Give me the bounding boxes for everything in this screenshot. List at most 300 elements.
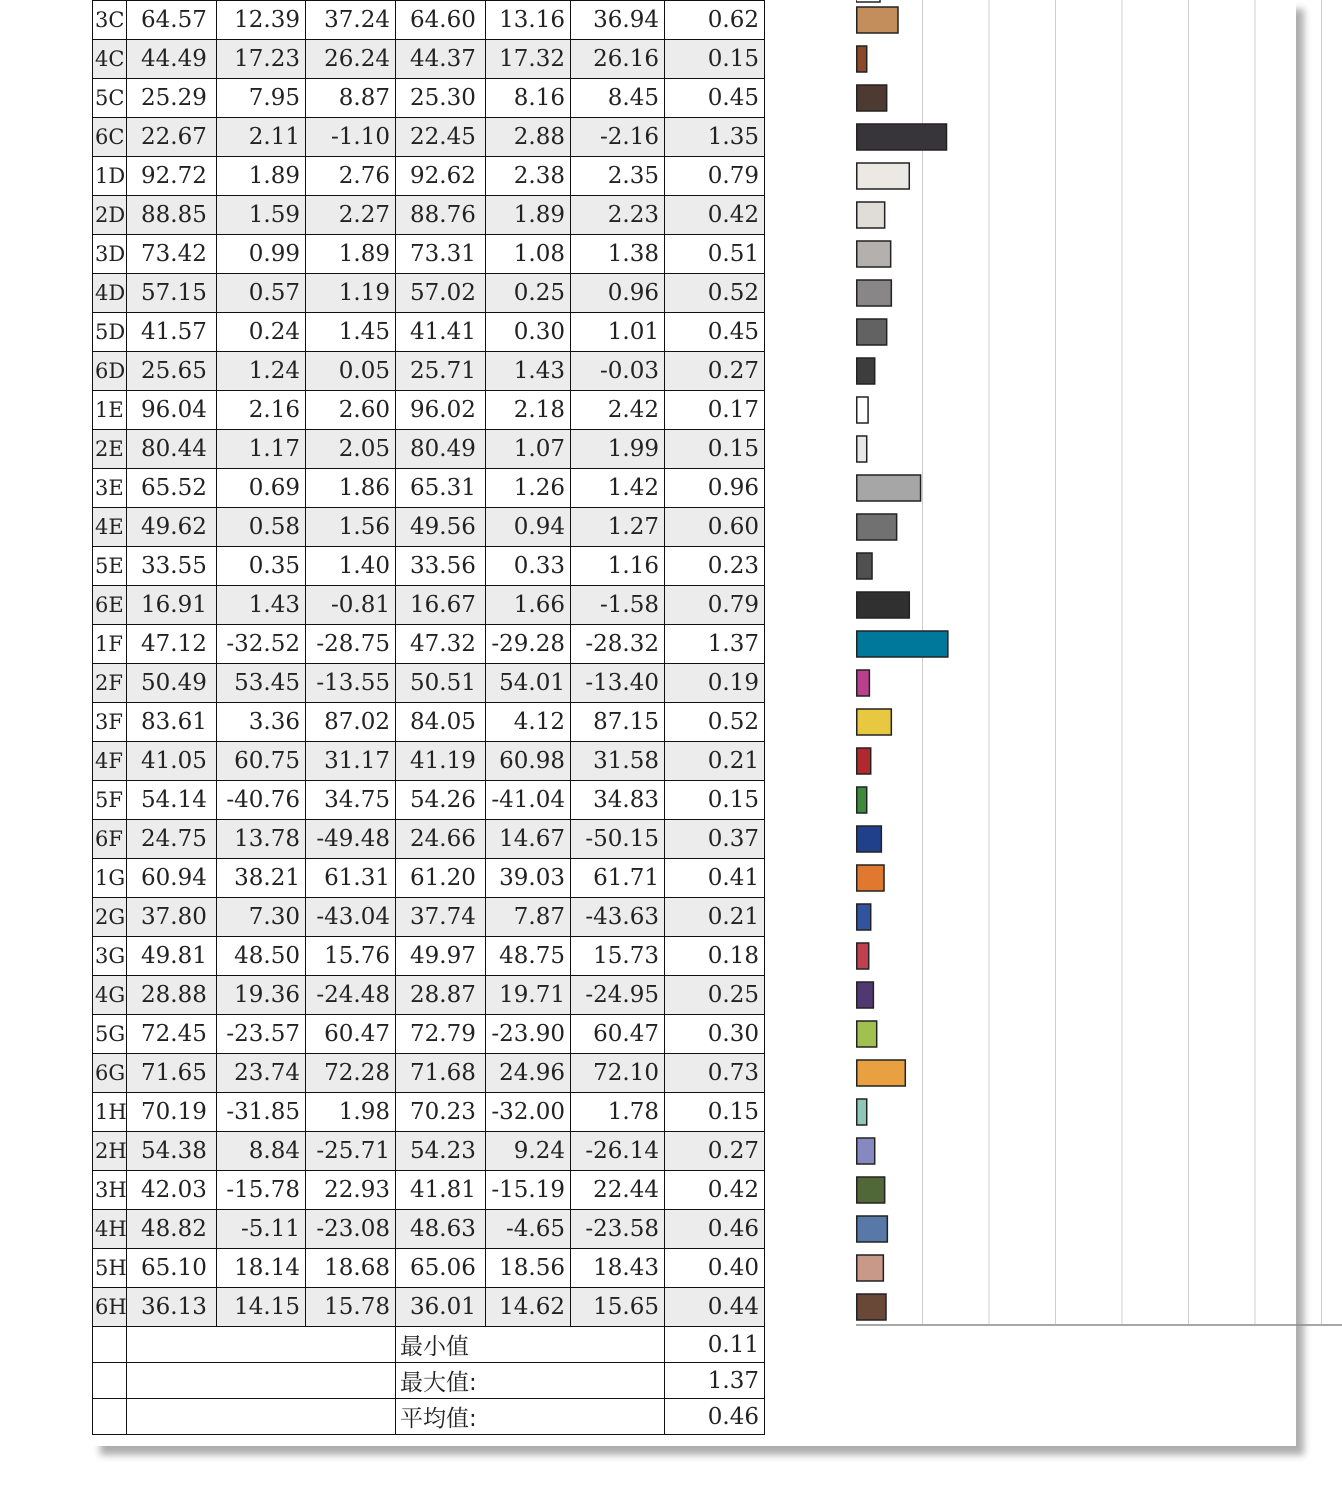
- meas-a-cell: 17.32: [486, 40, 571, 79]
- patch-id-cell: 6E: [93, 586, 127, 625]
- delta-e-cell: 0.27: [665, 1132, 765, 1171]
- bar-3H: [857, 1177, 885, 1203]
- meas-a-cell: 14.62: [486, 1288, 571, 1327]
- meas-l-cell: 28.87: [396, 976, 486, 1015]
- meas-b-cell: 60.47: [571, 1015, 665, 1054]
- meas-l-cell: 54.23: [396, 1132, 486, 1171]
- patch-id-cell: 6D: [93, 352, 127, 391]
- meas-a-cell: -32.00: [486, 1093, 571, 1132]
- table-row: [93, 664, 765, 703]
- meas-a-cell: 19.71: [486, 976, 571, 1015]
- meas-a-cell: 13.16: [486, 1, 571, 40]
- meas-a-cell: 24.96: [486, 1054, 571, 1093]
- meas-b-cell: 2.42: [571, 391, 665, 430]
- ref-b-cell: 15.78: [306, 1288, 396, 1327]
- table-row: [93, 781, 765, 820]
- meas-l-cell: 24.66: [396, 820, 486, 859]
- table-row: [93, 1, 765, 40]
- meas-b-cell: 1.16: [571, 547, 665, 586]
- meas-a-cell: 1.26: [486, 469, 571, 508]
- ref-a-cell: 17.23: [217, 40, 306, 79]
- meas-a-cell: 2.18: [486, 391, 571, 430]
- delta-e-cell: 0.19: [665, 664, 765, 703]
- summary-row: [93, 1363, 765, 1399]
- meas-b-cell: 72.10: [571, 1054, 665, 1093]
- patch-id-cell: 5H: [93, 1249, 127, 1288]
- meas-l-cell: 47.32: [396, 625, 486, 664]
- ref-l-cell: 64.57: [127, 1, 217, 40]
- table-row: [93, 1288, 765, 1327]
- bar-4E: [857, 514, 897, 540]
- ref-l-cell: 28.88: [127, 976, 217, 1015]
- patch-id-cell: 6F: [93, 820, 127, 859]
- ref-a-cell: -31.85: [217, 1093, 306, 1132]
- meas-b-cell: -26.14: [571, 1132, 665, 1171]
- patch-id-cell: 4E: [93, 508, 127, 547]
- patch-id-cell: 5E: [93, 547, 127, 586]
- spreadsheet-sheet: [92, 0, 1296, 1446]
- ref-a-cell: 0.35: [217, 547, 306, 586]
- ref-b-cell: 72.28: [306, 1054, 396, 1093]
- delta-e-cell: 0.15: [665, 1093, 765, 1132]
- ref-a-cell: 14.15: [217, 1288, 306, 1327]
- meas-a-cell: 39.03: [486, 859, 571, 898]
- summary-empty-cell: [93, 1399, 127, 1435]
- meas-a-cell: 1.89: [486, 196, 571, 235]
- summary-row: [93, 1327, 765, 1363]
- summary-value: 0.11: [665, 1327, 765, 1363]
- meas-b-cell: -28.32: [571, 625, 665, 664]
- ref-b-cell: -13.55: [306, 664, 396, 703]
- bar-6G: [857, 1060, 906, 1086]
- delta-e-cell: 0.21: [665, 898, 765, 937]
- meas-a-cell: 1.07: [486, 430, 571, 469]
- bar-6F: [857, 826, 882, 852]
- ref-a-cell: 1.24: [217, 352, 306, 391]
- ref-b-cell: 2.27: [306, 196, 396, 235]
- patch-id-cell: 3C: [93, 1, 127, 40]
- ref-l-cell: 49.62: [127, 508, 217, 547]
- meas-b-cell: 87.15: [571, 703, 665, 742]
- meas-b-cell: -13.40: [571, 664, 665, 703]
- meas-a-cell: 1.43: [486, 352, 571, 391]
- bar-5H: [857, 1255, 884, 1281]
- patch-id-cell: 4C: [93, 40, 127, 79]
- meas-l-cell: 65.06: [396, 1249, 486, 1288]
- ref-b-cell: 18.68: [306, 1249, 396, 1288]
- ref-a-cell: 7.30: [217, 898, 306, 937]
- meas-a-cell: 14.67: [486, 820, 571, 859]
- bar-1G: [857, 865, 884, 891]
- meas-l-cell: 16.67: [396, 586, 486, 625]
- bar-4G: [857, 982, 874, 1008]
- bar-4D: [857, 280, 892, 306]
- patch-id-cell: 6C: [93, 118, 127, 157]
- ref-l-cell: 54.38: [127, 1132, 217, 1171]
- ref-a-cell: 0.24: [217, 313, 306, 352]
- ref-l-cell: 54.14: [127, 781, 217, 820]
- meas-a-cell: 8.16: [486, 79, 571, 118]
- meas-l-cell: 57.02: [396, 274, 486, 313]
- meas-b-cell: 36.94: [571, 1, 665, 40]
- meas-b-cell: 1.78: [571, 1093, 665, 1132]
- meas-a-cell: 54.01: [486, 664, 571, 703]
- ref-l-cell: 71.65: [127, 1054, 217, 1093]
- bar-4C: [857, 46, 867, 72]
- meas-a-cell: 2.38: [486, 157, 571, 196]
- patch-id-cell: 3G: [93, 937, 127, 976]
- meas-a-cell: 0.94: [486, 508, 571, 547]
- meas-a-cell: 2.88: [486, 118, 571, 157]
- bar-6D: [857, 358, 875, 384]
- table-row: [93, 1132, 765, 1171]
- delta-e-cell: 0.40: [665, 1249, 765, 1288]
- meas-l-cell: 49.97: [396, 937, 486, 976]
- table-row: [93, 274, 765, 313]
- meas-l-cell: 49.56: [396, 508, 486, 547]
- meas-b-cell: 18.43: [571, 1249, 665, 1288]
- meas-l-cell: 88.76: [396, 196, 486, 235]
- summary-empty-cell: [127, 1363, 396, 1399]
- ref-l-cell: 60.94: [127, 859, 217, 898]
- meas-a-cell: -4.65: [486, 1210, 571, 1249]
- table-row: [93, 898, 765, 937]
- table-row: [93, 196, 765, 235]
- meas-l-cell: 22.45: [396, 118, 486, 157]
- patch-id-cell: 5D: [93, 313, 127, 352]
- patch-id-cell: 1E: [93, 391, 127, 430]
- summary-label: 最大值:: [396, 1363, 665, 1399]
- ref-l-cell: 49.81: [127, 937, 217, 976]
- bar-3G: [857, 943, 869, 969]
- table-row: [93, 157, 765, 196]
- delta-e-cell: 0.52: [665, 703, 765, 742]
- ref-a-cell: 13.78: [217, 820, 306, 859]
- table-row: [93, 625, 765, 664]
- ref-l-cell: 96.04: [127, 391, 217, 430]
- ref-b-cell: -28.75: [306, 625, 396, 664]
- ref-a-cell: 2.11: [217, 118, 306, 157]
- table-row: [93, 1171, 765, 1210]
- delta-e-cell: 0.15: [665, 430, 765, 469]
- delta-e-cell: 0.42: [665, 1171, 765, 1210]
- meas-l-cell: 41.81: [396, 1171, 486, 1210]
- meas-l-cell: 37.74: [396, 898, 486, 937]
- ref-b-cell: 8.87: [306, 79, 396, 118]
- ref-a-cell: 1.59: [217, 196, 306, 235]
- table-row: [93, 1210, 765, 1249]
- table-row: [93, 313, 765, 352]
- ref-b-cell: 1.98: [306, 1093, 396, 1132]
- bar-6E: [857, 592, 910, 618]
- summary-label: 平均值:: [396, 1399, 665, 1435]
- ref-b-cell: 1.45: [306, 313, 396, 352]
- patch-id-cell: 3H: [93, 1171, 127, 1210]
- bar-6C: [857, 124, 947, 150]
- meas-b-cell: -0.03: [571, 352, 665, 391]
- meas-b-cell: -23.58: [571, 1210, 665, 1249]
- ref-a-cell: 53.45: [217, 664, 306, 703]
- ref-b-cell: -43.04: [306, 898, 396, 937]
- meas-b-cell: 15.73: [571, 937, 665, 976]
- bar-3E: [857, 475, 921, 501]
- delta-e-cell: 0.30: [665, 1015, 765, 1054]
- ref-l-cell: 24.75: [127, 820, 217, 859]
- ref-b-cell: 87.02: [306, 703, 396, 742]
- ref-a-cell: 0.99: [217, 235, 306, 274]
- meas-l-cell: 73.31: [396, 235, 486, 274]
- table-row: [93, 1015, 765, 1054]
- bar-2H: [857, 1138, 875, 1164]
- patch-id-cell: 1F: [93, 625, 127, 664]
- bar-4H: [857, 1216, 888, 1242]
- table-row: [93, 118, 765, 157]
- meas-b-cell: 8.45: [571, 79, 665, 118]
- ref-a-cell: 19.36: [217, 976, 306, 1015]
- ref-a-cell: 1.43: [217, 586, 306, 625]
- meas-l-cell: 48.63: [396, 1210, 486, 1249]
- ref-l-cell: 22.67: [127, 118, 217, 157]
- meas-l-cell: 71.68: [396, 1054, 486, 1093]
- ref-b-cell: 22.93: [306, 1171, 396, 1210]
- ref-a-cell: 3.36: [217, 703, 306, 742]
- ref-l-cell: 47.12: [127, 625, 217, 664]
- patch-id-cell: 2H: [93, 1132, 127, 1171]
- meas-l-cell: 96.02: [396, 391, 486, 430]
- summary-value: 0.46: [665, 1399, 765, 1435]
- meas-b-cell: 15.65: [571, 1288, 665, 1327]
- delta-e-cell: 0.37: [665, 820, 765, 859]
- ref-b-cell: -0.81: [306, 586, 396, 625]
- table-row: [93, 430, 765, 469]
- table-row: [93, 508, 765, 547]
- bar-2F: [857, 670, 870, 696]
- ref-l-cell: 57.15: [127, 274, 217, 313]
- summary-value: 1.37: [665, 1363, 765, 1399]
- ref-b-cell: 1.19: [306, 274, 396, 313]
- ref-a-cell: 0.57: [217, 274, 306, 313]
- table-row: [93, 820, 765, 859]
- ref-b-cell: -1.10: [306, 118, 396, 157]
- ref-b-cell: 2.76: [306, 157, 396, 196]
- table-row: [93, 547, 765, 586]
- meas-b-cell: 31.58: [571, 742, 665, 781]
- meas-l-cell: 25.30: [396, 79, 486, 118]
- ref-l-cell: 25.29: [127, 79, 217, 118]
- meas-l-cell: 92.62: [396, 157, 486, 196]
- ref-l-cell: 42.03: [127, 1171, 217, 1210]
- delta-e-cell: 0.45: [665, 79, 765, 118]
- ref-b-cell: -24.48: [306, 976, 396, 1015]
- patch-id-cell: 1H: [93, 1093, 127, 1132]
- bar-3D: [857, 241, 891, 267]
- table-row: [93, 352, 765, 391]
- ref-l-cell: 36.13: [127, 1288, 217, 1327]
- table-row: [93, 937, 765, 976]
- bar-5F: [857, 787, 867, 813]
- meas-a-cell: 48.75: [486, 937, 571, 976]
- patch-id-cell: 2F: [93, 664, 127, 703]
- meas-l-cell: 70.23: [396, 1093, 486, 1132]
- meas-b-cell: 0.96: [571, 274, 665, 313]
- meas-b-cell: -50.15: [571, 820, 665, 859]
- delta-e-cell: 0.73: [665, 1054, 765, 1093]
- meas-a-cell: -41.04: [486, 781, 571, 820]
- delta-e-cell: 0.96: [665, 469, 765, 508]
- ref-l-cell: 41.05: [127, 742, 217, 781]
- delta-e-cell: 0.17: [665, 391, 765, 430]
- patch-id-cell: 1G: [93, 859, 127, 898]
- meas-a-cell: 9.24: [486, 1132, 571, 1171]
- bar-1E: [857, 397, 868, 423]
- meas-b-cell: 22.44: [571, 1171, 665, 1210]
- meas-a-cell: -15.19: [486, 1171, 571, 1210]
- meas-b-cell: 1.01: [571, 313, 665, 352]
- ref-b-cell: 1.40: [306, 547, 396, 586]
- meas-a-cell: 1.08: [486, 235, 571, 274]
- delta-e-cell: 0.23: [665, 547, 765, 586]
- meas-a-cell: 60.98: [486, 742, 571, 781]
- ref-a-cell: 8.84: [217, 1132, 306, 1171]
- delta-e-cell: 0.52: [665, 274, 765, 313]
- ref-a-cell: -32.52: [217, 625, 306, 664]
- meas-l-cell: 50.51: [396, 664, 486, 703]
- delta-e-cell: 0.42: [665, 196, 765, 235]
- meas-l-cell: 41.19: [396, 742, 486, 781]
- bar-6H: [857, 1294, 886, 1320]
- patch-id-cell: 3D: [93, 235, 127, 274]
- bar-5C: [857, 85, 887, 111]
- meas-a-cell: 0.33: [486, 547, 571, 586]
- meas-l-cell: 54.26: [396, 781, 486, 820]
- table-row: [93, 586, 765, 625]
- ref-l-cell: 65.10: [127, 1249, 217, 1288]
- table-row: [93, 235, 765, 274]
- delta-e-cell: 0.41: [665, 859, 765, 898]
- delta-e-cell: 0.45: [665, 313, 765, 352]
- table-row: [93, 1249, 765, 1288]
- summary-empty-cell: [93, 1363, 127, 1399]
- delta-e-cell: 0.15: [665, 40, 765, 79]
- bar-3C: [857, 7, 898, 33]
- ref-l-cell: 16.91: [127, 586, 217, 625]
- meas-l-cell: 44.37: [396, 40, 486, 79]
- ref-l-cell: 92.72: [127, 157, 217, 196]
- table-row: [93, 742, 765, 781]
- delta-e-cell: 0.51: [665, 235, 765, 274]
- ref-b-cell: 31.17: [306, 742, 396, 781]
- ref-l-cell: 44.49: [127, 40, 217, 79]
- meas-b-cell: 26.16: [571, 40, 665, 79]
- ref-b-cell: -23.08: [306, 1210, 396, 1249]
- table-row: [93, 40, 765, 79]
- patch-id-cell: 5G: [93, 1015, 127, 1054]
- delta-e-cell: 1.35: [665, 118, 765, 157]
- ref-a-cell: 0.58: [217, 508, 306, 547]
- meas-b-cell: 1.38: [571, 235, 665, 274]
- table-row: [93, 469, 765, 508]
- bar-5D: [857, 319, 887, 345]
- ref-a-cell: 1.89: [217, 157, 306, 196]
- delta-e-bar-chart: [856, 0, 1342, 1446]
- patch-id-cell: 6G: [93, 1054, 127, 1093]
- measurement-table: [92, 0, 765, 1435]
- delta-e-cell: 0.21: [665, 742, 765, 781]
- meas-b-cell: -24.95: [571, 976, 665, 1015]
- meas-b-cell: 1.42: [571, 469, 665, 508]
- patch-id-cell: 5F: [93, 781, 127, 820]
- meas-a-cell: 7.87: [486, 898, 571, 937]
- meas-l-cell: 64.60: [396, 1, 486, 40]
- bar-2E: [857, 436, 867, 462]
- patch-id-cell: 2E: [93, 430, 127, 469]
- ref-l-cell: 73.42: [127, 235, 217, 274]
- ref-a-cell: 23.74: [217, 1054, 306, 1093]
- bar-1F: [857, 631, 948, 657]
- meas-b-cell: -2.16: [571, 118, 665, 157]
- ref-a-cell: 60.75: [217, 742, 306, 781]
- meas-b-cell: 2.35: [571, 157, 665, 196]
- ref-l-cell: 25.65: [127, 352, 217, 391]
- patch-id-cell: 4H: [93, 1210, 127, 1249]
- ref-l-cell: 72.45: [127, 1015, 217, 1054]
- bar: [856, 0, 880, 2]
- bar-5E: [857, 553, 872, 579]
- ref-l-cell: 88.85: [127, 196, 217, 235]
- patch-id-cell: 6H: [93, 1288, 127, 1327]
- ref-b-cell: 2.60: [306, 391, 396, 430]
- delta-e-cell: 0.27: [665, 352, 765, 391]
- patch-id-cell: 1D: [93, 157, 127, 196]
- delta-e-cell: 1.37: [665, 625, 765, 664]
- bar-1H: [857, 1099, 867, 1125]
- ref-a-cell: 38.21: [217, 859, 306, 898]
- delta-e-cell: 0.60: [665, 508, 765, 547]
- ref-l-cell: 83.61: [127, 703, 217, 742]
- ref-a-cell: 1.17: [217, 430, 306, 469]
- ref-b-cell: 37.24: [306, 1, 396, 40]
- ref-l-cell: 80.44: [127, 430, 217, 469]
- ref-a-cell: 18.14: [217, 1249, 306, 1288]
- delta-e-cell: 0.44: [665, 1288, 765, 1327]
- meas-l-cell: 80.49: [396, 430, 486, 469]
- patch-id-cell: 2G: [93, 898, 127, 937]
- ref-a-cell: -15.78: [217, 1171, 306, 1210]
- ref-b-cell: 61.31: [306, 859, 396, 898]
- bar-2G: [857, 904, 871, 930]
- meas-a-cell: -29.28: [486, 625, 571, 664]
- ref-l-cell: 65.52: [127, 469, 217, 508]
- ref-a-cell: 48.50: [217, 937, 306, 976]
- bar-3F: [857, 709, 892, 735]
- meas-a-cell: 0.25: [486, 274, 571, 313]
- meas-a-cell: -23.90: [486, 1015, 571, 1054]
- summary-label: 最小值: [396, 1327, 665, 1363]
- meas-l-cell: 72.79: [396, 1015, 486, 1054]
- meas-l-cell: 33.56: [396, 547, 486, 586]
- meas-l-cell: 65.31: [396, 469, 486, 508]
- ref-b-cell: 15.76: [306, 937, 396, 976]
- ref-b-cell: 1.56: [306, 508, 396, 547]
- meas-b-cell: 1.99: [571, 430, 665, 469]
- bar-2D: [857, 202, 885, 228]
- ref-a-cell: -5.11: [217, 1210, 306, 1249]
- ref-b-cell: 60.47: [306, 1015, 396, 1054]
- delta-e-cell: 0.46: [665, 1210, 765, 1249]
- table-row: [93, 1093, 765, 1132]
- patch-id-cell: 4F: [93, 742, 127, 781]
- table-row: [93, 79, 765, 118]
